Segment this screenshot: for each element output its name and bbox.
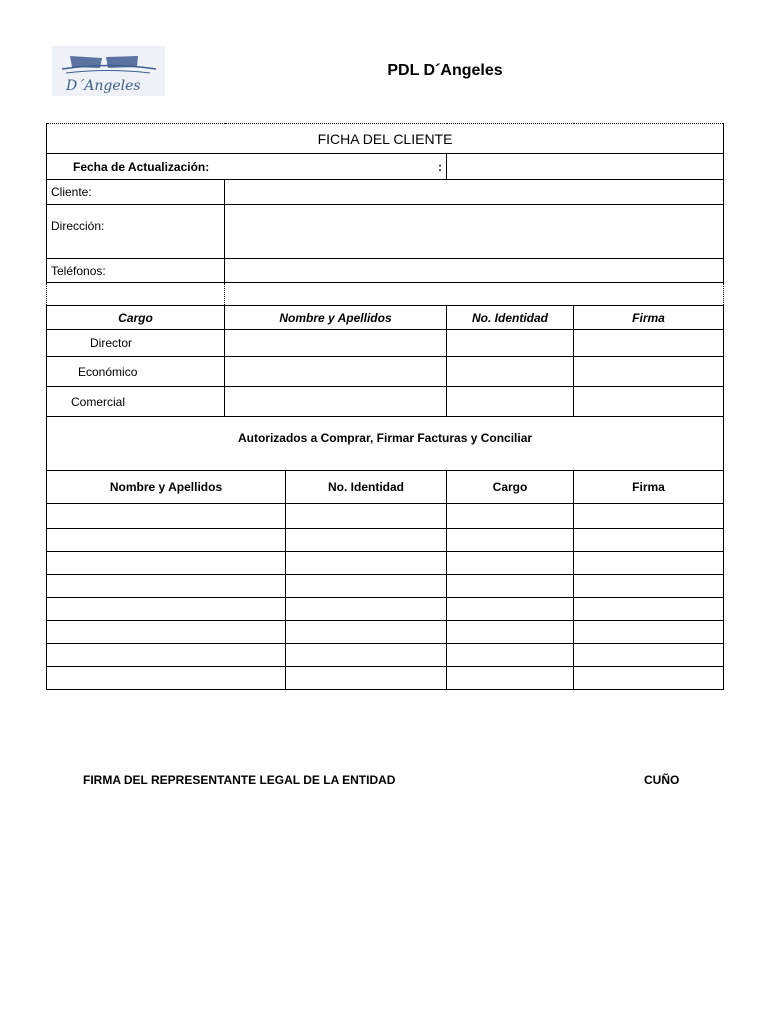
authorized-cargo-field[interactable] bbox=[447, 552, 574, 575]
authorized-cargo-field[interactable] bbox=[447, 598, 574, 621]
authorized-id-field[interactable] bbox=[286, 644, 447, 667]
authorized-id-field[interactable] bbox=[286, 552, 447, 575]
authorized-id-field[interactable] bbox=[286, 504, 447, 529]
address-field[interactable] bbox=[225, 205, 724, 259]
officer-role: Económico bbox=[47, 357, 225, 387]
authorized-id-field[interactable] bbox=[286, 598, 447, 621]
authorized-signature-field[interactable] bbox=[574, 552, 724, 575]
officers-header-id: No. Identidad bbox=[447, 306, 574, 330]
authorized-name-field[interactable] bbox=[47, 529, 286, 552]
authorized-row bbox=[47, 504, 724, 529]
authorized-row bbox=[47, 621, 724, 644]
authorized-signature-field[interactable] bbox=[574, 504, 724, 529]
authorized-signature-field[interactable] bbox=[574, 575, 724, 598]
officer-id-field[interactable] bbox=[447, 387, 574, 417]
authorized-row bbox=[47, 667, 724, 690]
authorized-rows bbox=[47, 504, 724, 690]
seal-label: CUÑO bbox=[644, 773, 680, 787]
authorized-name-field[interactable] bbox=[47, 504, 286, 529]
authorized-name-field[interactable] bbox=[47, 667, 286, 690]
authorized-id-field[interactable] bbox=[286, 529, 447, 552]
officer-name-field[interactable] bbox=[225, 357, 447, 387]
officer-signature-field[interactable] bbox=[574, 357, 724, 387]
authorized-header-cargo: Cargo bbox=[447, 471, 574, 504]
authorized-cargo-field[interactable] bbox=[447, 667, 574, 690]
form-title: FICHA DEL CLIENTE bbox=[47, 124, 724, 154]
client-label: Cliente: bbox=[47, 180, 225, 205]
authorized-name-field[interactable] bbox=[47, 575, 286, 598]
authorized-title: Autorizados a Comprar, Firmar Facturas y Conciliar bbox=[47, 417, 724, 471]
officers-header-signature: Firma bbox=[574, 306, 724, 330]
officer-name-field[interactable] bbox=[225, 387, 447, 417]
authorized-name-field[interactable] bbox=[47, 552, 286, 575]
authorized-row bbox=[47, 575, 724, 598]
authorized-row bbox=[47, 598, 724, 621]
authorized-name-field[interactable] bbox=[47, 598, 286, 621]
authorized-header-id: No. Identidad bbox=[286, 471, 447, 504]
authorized-signature-field[interactable] bbox=[574, 644, 724, 667]
authorized-cargo-field[interactable] bbox=[447, 529, 574, 552]
svg-text:D´Angeles: D´Angeles bbox=[66, 78, 141, 94]
authorized-signature-field[interactable] bbox=[574, 667, 724, 690]
update-date-label: Fecha de Actualización: bbox=[73, 159, 210, 174]
authorized-id-field[interactable] bbox=[286, 575, 447, 598]
authorized-name-field[interactable] bbox=[47, 621, 286, 644]
officer-signature-field[interactable] bbox=[574, 387, 724, 417]
address-label: Dirección: bbox=[47, 205, 225, 259]
authorized-row bbox=[47, 552, 724, 575]
authorized-row bbox=[47, 644, 724, 667]
authorized-signature-field[interactable] bbox=[574, 621, 724, 644]
authorized-header-name: Nombre y Apellidos bbox=[47, 471, 286, 504]
company-name: PDL D´Angeles bbox=[387, 62, 503, 79]
legal-representative-signature-label: FIRMA DEL REPRESENTANTE LEGAL DE LA ENTIDAD bbox=[83, 773, 396, 787]
spacer-cell bbox=[47, 283, 225, 306]
authorized-table bbox=[46, 470, 724, 690]
phones-field[interactable] bbox=[225, 259, 724, 283]
authorized-signature-field[interactable] bbox=[574, 529, 724, 552]
authorized-row bbox=[47, 529, 724, 552]
phones-label: Teléfonos: bbox=[47, 259, 225, 283]
officer-signature-field[interactable] bbox=[574, 330, 724, 357]
authorized-id-field[interactable] bbox=[286, 621, 447, 644]
authorized-signature-field[interactable] bbox=[574, 598, 724, 621]
authorized-cargo-field[interactable] bbox=[447, 575, 574, 598]
authorized-cargo-field[interactable] bbox=[447, 644, 574, 667]
company-logo bbox=[52, 46, 165, 96]
authorized-id-field[interactable] bbox=[286, 667, 447, 690]
client-field[interactable] bbox=[225, 180, 724, 205]
officers-header-name: Nombre y Apellidos bbox=[225, 306, 447, 330]
update-date-field[interactable] bbox=[447, 154, 724, 180]
authorized-cargo-field[interactable] bbox=[447, 621, 574, 644]
spacer-cell bbox=[225, 283, 724, 306]
officer-name-field[interactable] bbox=[225, 330, 447, 357]
officer-role: Comercial bbox=[47, 387, 225, 417]
officers-header-cargo: Cargo bbox=[47, 306, 225, 330]
update-date-label-cell bbox=[47, 154, 447, 180]
authorized-name-field[interactable] bbox=[47, 644, 286, 667]
update-date-colon: : bbox=[438, 159, 442, 174]
authorized-header-signature: Firma bbox=[574, 471, 724, 504]
authorized-cargo-field[interactable] bbox=[447, 504, 574, 529]
client-form-table bbox=[46, 123, 724, 471]
officer-id-field[interactable] bbox=[447, 357, 574, 387]
officer-id-field[interactable] bbox=[447, 330, 574, 357]
officer-role: Director bbox=[47, 330, 225, 357]
